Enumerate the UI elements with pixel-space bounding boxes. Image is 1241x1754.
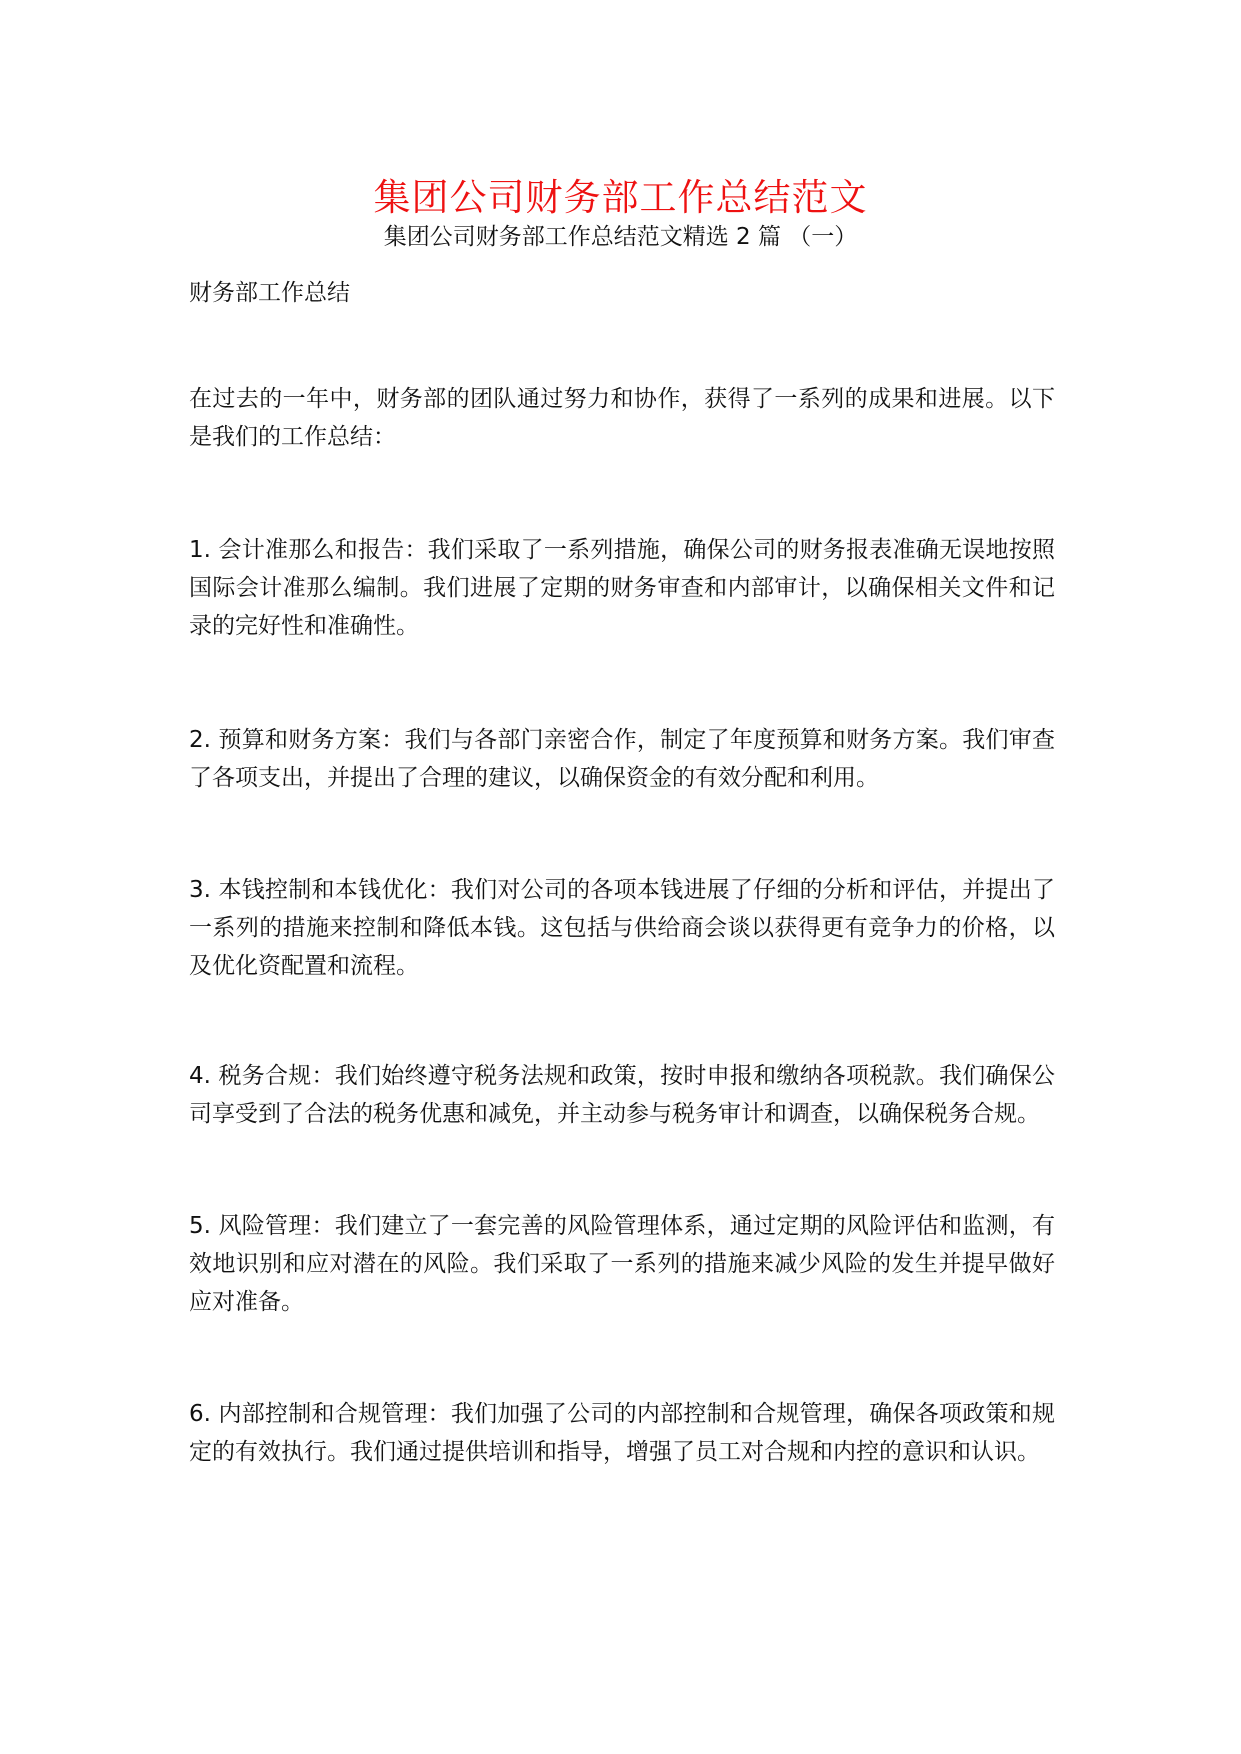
summary-item-cost-control: 3. 本钱控制和本钱优化：我们对公司的各项本钱进展了仔细的分析和评估，并提出了一系列的措施来控制和降低本钱。这包括与供给商会谈以获得更有竞争力的价格，以及优化资配置和流程。: [189, 877, 1055, 979]
summary-item-risk: 5. 风险管理：我们建立了一套完善的风险管理体系，通过定期的风险评估和监测，有效地识别和应对潜在的风险。我们采取了一系列的措施来减少风险的发生并提早做好应对准备。: [189, 1213, 1055, 1315]
intro-paragraph: 在过去的一年中，财务部的团队通过努力和协作，获得了一系列的成果和进展。以下是我们的工作总结：: [189, 386, 1055, 450]
summary-item-accounting: 1. 会计准那么和报告：我们采取了一系列措施，确保公司的财务报表准确无误地按照国际会计准那么编制。我们进展了定期的财务审查和内部审计，以确保相关文件和记录的完好性和准确性。: [189, 537, 1055, 639]
section-heading: 财务部工作总结: [189, 280, 350, 306]
document-subtitle: 集团公司财务部工作总结范文精选 2 篇 （一）: [383, 224, 858, 250]
document-title: 集团公司财务部工作总结范文: [373, 175, 868, 219]
summary-item-internal-control: 6. 内部控制和合规管理：我们加强了公司的内部控制和合规管理，确保各项政策和规定的有效执行。我们通过提供培训和指导，增强了员工对合规和内控的意识和认识。: [189, 1401, 1055, 1465]
summary-item-budget: 2. 预算和财务方案：我们与各部门亲密合作，制定了年度预算和财务方案。我们审查了各项支出，并提出了合理的建议，以确保资金的有效分配和利用。: [189, 727, 1055, 791]
summary-item-tax: 4. 税务合规：我们始终遵守税务法规和政策，按时申报和缴纳各项税款。我们确保公司享受到了合法的税务优惠和减免，并主动参与税务审计和调查，以确保税务合规。: [189, 1063, 1055, 1127]
